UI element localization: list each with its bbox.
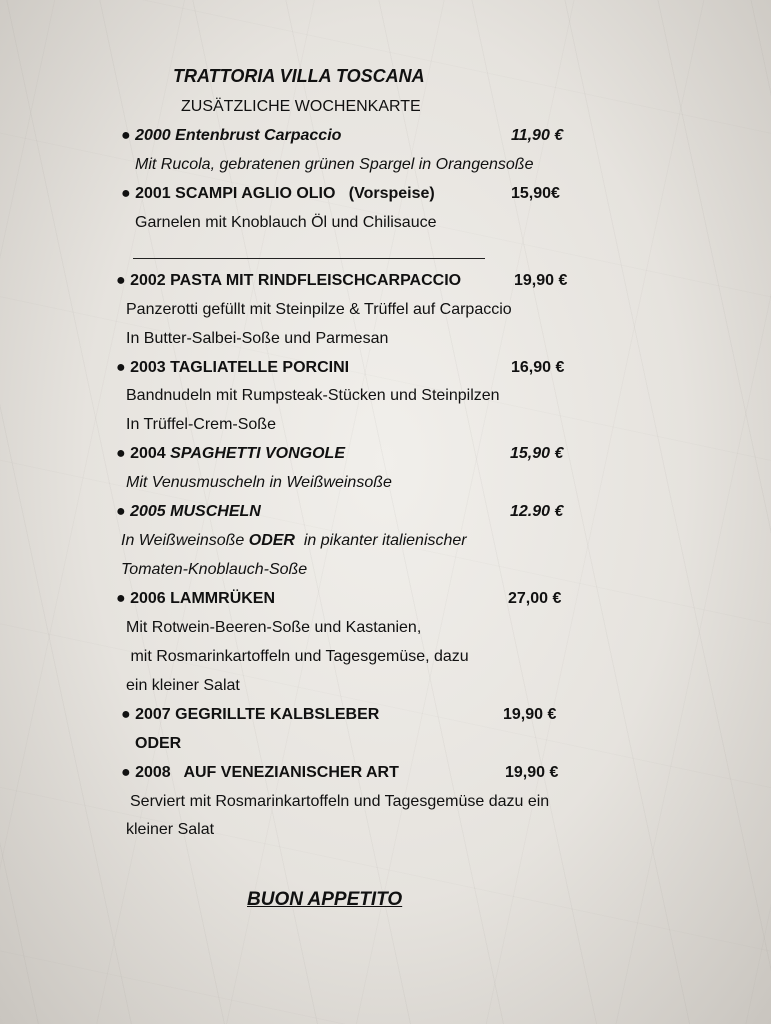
menu-subtitle: ZUSÄTZLICHE WOCHENKARTE xyxy=(181,98,421,115)
item-description: Mit Rotwein-Beeren-Soße und Kastanien, xyxy=(126,619,422,636)
item-alternative: ODER xyxy=(135,735,182,752)
item-name: ● 2005 MUSCHELN xyxy=(116,503,261,520)
item-description: Panzerotti gefüllt mit Steinpilze & Trüffel auf Carpaccio xyxy=(126,301,512,318)
item-description: Mit Venusmuscheln in Weißweinsoße xyxy=(126,474,392,491)
item-name: ● 2007 GEGRILLTE KALBSLEBER xyxy=(121,706,380,723)
item-name: ● 2006 LAMMRÜKEN xyxy=(116,590,276,607)
item-price: 27,00 € xyxy=(508,590,562,607)
item-price: 12.90 € xyxy=(510,503,564,520)
desc-text: in pikanter italienischer xyxy=(294,532,467,549)
item-name: ● 2000 Entenbrust Carpaccio xyxy=(121,127,342,144)
item-description: Tomaten-Knoblauch-Soße xyxy=(121,561,308,578)
restaurant-title: TRATTORIA VILLA TOSCANA xyxy=(173,66,425,86)
divider xyxy=(133,258,485,259)
desc-emphasis: ODER xyxy=(248,532,295,549)
item-description xyxy=(121,531,467,551)
item-description: mit Rosmarinkartoffeln und Tagesgemüse, dazu xyxy=(126,648,469,665)
item-name: ● 2008 AUF VENEZIANISCHER ART xyxy=(121,764,399,781)
item-description: In Butter-Salbei-Soße und Parmesan xyxy=(126,330,389,347)
desc-text: In Weißweinsoße xyxy=(121,532,249,549)
item-description: ein kleiner Salat xyxy=(126,677,240,694)
item-description: Bandnudeln mit Rumpsteak-Stücken und Steinpilzen xyxy=(126,387,500,404)
item-description: Mit Rucola, gebratenen grünen Spargel in Orangensoße xyxy=(135,156,534,173)
item-price: 19,90 € xyxy=(505,764,559,781)
item-name: ● 2002 PASTA MIT RINDFLEISCHCARPACCIO xyxy=(116,272,462,289)
item-name xyxy=(116,444,345,464)
item-description: Garnelen mit Knoblauch Öl und Chilisauce xyxy=(135,214,437,231)
item-price: 16,90 € xyxy=(511,359,565,376)
item-description: kleiner Salat xyxy=(126,821,215,838)
item-description: Serviert mit Rosmarinkartoffeln und Tagesgemüse dazu ein xyxy=(130,793,550,810)
item-price: 11,90 € xyxy=(511,127,564,144)
item-name: ● 2001 SCAMPI AGLIO OLIO (Vorspeise) xyxy=(121,185,435,202)
item-price: 15,90€ xyxy=(511,185,560,202)
item-name: ● 2003 TAGLIATELLE PORCINI xyxy=(116,359,350,376)
item-number: ● 2004 xyxy=(116,445,171,462)
item-price: 19,90 € xyxy=(514,272,568,289)
item-title: SPAGHETTI VONGOLE xyxy=(170,445,345,462)
item-description: In Trüffel-Crem-Soße xyxy=(126,416,276,433)
item-price: 15,90 € xyxy=(510,445,564,462)
item-price: 19,90 € xyxy=(503,706,557,723)
closing-text: BUON APPETITO xyxy=(247,889,403,910)
